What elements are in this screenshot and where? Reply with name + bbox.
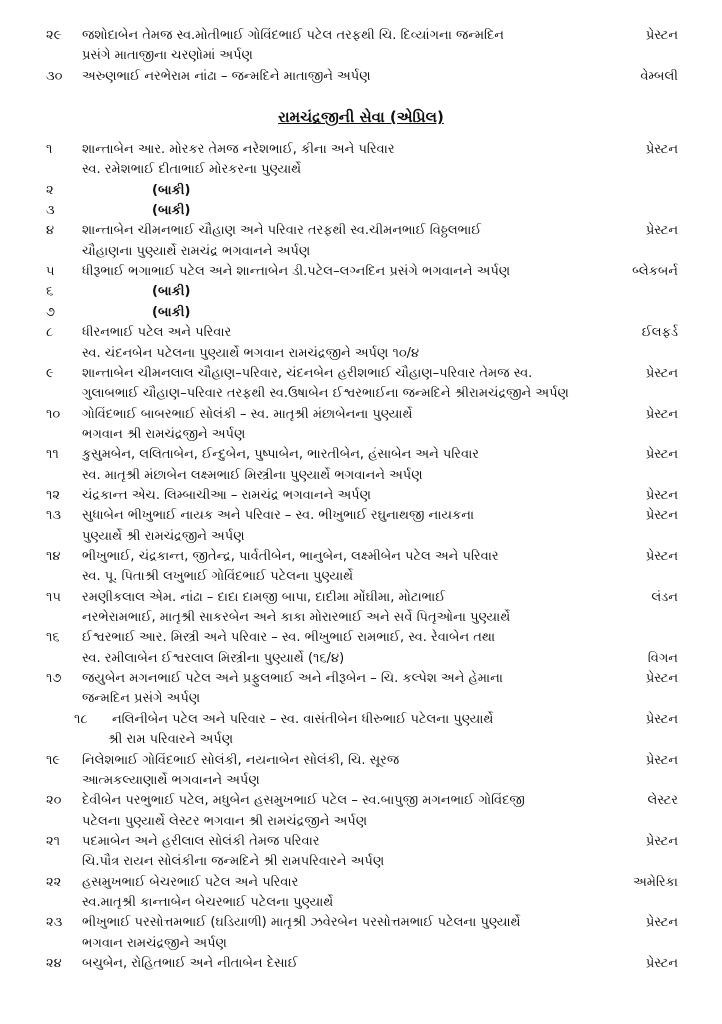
entry-number: ૧૭ [46,671,62,687]
entry-text: ગુલાબભાઈ ચૌહાણ–પરિવાર તરફથી સ્વ.ઉષાબેન ઈશ્વરભાઈના જન્મદિને શ્રીરામચંદ્રજીને અર્પણ [82,386,569,402]
entry-row [0,771,722,791]
entry-row [0,445,722,465]
entry-text: નિલેશભાઈ ગોવિંદભાઈ સોલંકી, નયનાબેન સોલંકી, ચિ. સૂરજ [82,752,400,768]
entry-text: ઈશ્વરભાઈ આર. મિસ્ત્રી અને પરિવાર – સ્વ. ભીખુભાઈ રામભાઈ, સ્વ. રેવાબેન તથા [82,630,496,646]
entry-text: ચંદ્રકાન્ત એચ. લિમ્બાચીઆ – રામચંદ્ર ભગવાનને અર્પણ [82,487,371,503]
entry-row [0,26,722,46]
entry-row [0,201,722,221]
entry-text: રમણીકલાલ એમ. નાંઢા – દાદા દામજી બાપા, દાદીમા મોંઘીમા, મોટાભાઈ [82,589,446,605]
entry-number: ૩ [46,203,55,219]
entry-location: પ્રેસ્ટન [645,671,678,687]
entry-location: પ્રેસ્ટન [645,487,678,503]
entry-row [0,181,722,201]
entry-number: ૧૪ [46,549,61,564]
entry-text: સ્વ. માતૃશ્રી મંછાબેન લક્ષ્મભાઈ મિસ્ત્રીના પુણ્યાર્થે ભગવાનને અર્પણ [82,467,423,483]
entry-number: ૧૦ [46,406,61,422]
entry-row [0,934,722,954]
entry-text: (બાકી) [152,304,191,320]
entry-row [0,791,722,811]
entry-text: હસમુખભાઈ બેચરભાઈ પટેલ અને પરિવાર [82,874,299,890]
entry-text: દેવીબેન પરભુભાઈ પટેલ, મધુબેન હસમુખભાઈ પટેલ – સ્વ.બાપુજી મગનભાઈ ગોવિંદજી [82,793,525,809]
entry-text: ધીરૂભાઈ ભગાભાઈ પટેલ અને શાન્તાબેન ડી.પટેલ–લગ્નદિન પ્રસંગે ભગવાનને અર્પણ [82,264,511,280]
entry-location: પ્રેસ્ટન [645,508,678,524]
entry-row [0,262,722,282]
entry-row [0,669,722,689]
entry-number: ૮ [46,325,54,341]
entry-text: બચુબેન, રોહિતભાઈ અને નીતાબેન દેસાઈ [82,956,298,971]
entry-text: ચિ.પૌત્ર રાયન સોલંકીના જન્મદિને શ્રી રામપરિવારને અર્પણ [82,854,385,870]
entry-number: ૧૮ [74,711,88,727]
entry-row [0,221,722,241]
entry-row [0,873,722,893]
entry-row [0,567,722,587]
entry-location: પ્રેસ્ટન [645,223,678,239]
entry-row [0,242,722,262]
entry-text: (બાકી) [152,182,191,198]
entry-location: બ્લેકબર્ન [632,264,678,280]
entry-text: શાન્તાબેન ચીમનભાઈ ચૌહાણ અને પરિવાર તરફથી સ્વ.ચીમનભાઈ વિઠ્ઠલભાઈ [82,223,482,239]
entry-location: પ્રેસ્ટન [645,549,678,564]
entry-row [0,323,722,343]
entry-row [0,893,722,913]
entry-number: ૨ [46,182,54,198]
entry-text: ભગવાન રામચંદ્રજીને અર્પણ [82,935,227,951]
entry-row [0,852,722,872]
entry-text: ધીરનભાઈ પટેલ અને પરિવાર [82,325,232,341]
entry-row [0,425,722,445]
entry-row [0,689,722,709]
entry-text: કુસુમબેન, લલિતાબેન, ઈન્દુબેન, પુષ્પાબેન, ભારતીબેન, હંસાબેન અને પરિવાર [82,447,480,463]
entry-text: જયુબેન મગનભાઈ પટેલ અને પ્રફુલભાઈ અને નીરૂબેન – ચિ. કલ્પેશ અને હેમાના [82,671,503,687]
entry-row [0,384,722,404]
entry-row [0,344,722,364]
entry-text: પટેલના પુણ્યાર્થે લેસ્ટર ભગવાન શ્રી રામચંદ્રજીને અર્પણ [82,813,368,829]
entry-number: ૧૯ [46,752,61,768]
entry-row [0,46,722,66]
entry-row [0,303,722,323]
entry-row [0,160,722,180]
entry-number: ૧૫ [46,589,61,605]
entry-location: વેમ્બલી [640,68,678,84]
entry-number: ૨૯ [46,28,62,43]
entry-location: પ્રેસ્ટન [645,365,678,381]
entry-location: પ્રેસ્ટન [645,142,678,157]
entry-row [0,608,722,628]
entry-location: ઈલફર્ડ [641,325,678,341]
entry-text: (બાકી) [152,203,191,219]
entry-text: ચૌહાણના પુણ્યાર્થે રામચંદ્ર ભગવાનને અર્પણ [82,243,311,259]
entry-number: ૩૦ [46,68,63,84]
entry-location: પ્રેસ્ટન [645,956,678,971]
entry-location: પ્રેસ્ટન [645,447,678,463]
entry-location: પ્રેસ્ટન [645,406,678,422]
entry-number: ૧૧ [46,447,59,463]
entry-text: અરુણભાઈ નરભેરામ નાંઢા – જન્મદિને માતાજીને અર્પણ [82,68,371,84]
entry-row [0,67,722,87]
entry-text: શ્રી રામ પરિવારને અર્પણ [108,732,234,748]
entry-row [0,364,722,384]
entry-text: જશોદાબેન તેમજ સ્વ.મોતીભાઈ ગોવિંદભાઈ પટેલ તરફથી ચિ. દિવ્યાંગના જન્મદિન [82,28,504,43]
entry-location: લંડન [651,589,678,605]
entry-text: નરભેરામભાઈ, માતૃશ્રી સાકરબેન અને કાકા મોરારભાઈ અને સર્વે પિતૃઓના પુણ્યાર્થે [82,610,511,626]
entry-location: વિગન [647,650,678,666]
entry-text: સ્વ. રમેશભાઈ દીતાભાઈ મોરકરના પુણ્યાર્થે [82,162,302,178]
entry-location: લેસ્ટર [647,793,678,809]
entry-row [0,730,722,750]
entry-row [0,913,722,933]
entry-text: જન્મદિન પ્રસંગે અર્પણ [82,691,201,707]
entry-location: અમેરિકા [633,874,678,890]
entry-text: શાન્તાબેન ચીમનલાલ ચૌહાણ–પરિવાર, ચંદનબેન હરીશભાઈ ચૌહાણ–પરિવાર તેમજ સ્વ. [82,365,533,381]
entry-row [0,506,722,526]
entry-row [0,954,722,974]
entry-text: સુધાબેન ભીખુભાઈ નાયક અને પરિવાર – સ્વ. ભીખુભાઈ રઘુનાથજી નાયકના [82,508,475,524]
entry-location: પ્રેસ્ટન [645,833,678,849]
entry-number: ૯ [46,365,54,381]
entry-number: ૨૪ [46,956,62,971]
entry-row [0,282,722,302]
entry-row [0,547,722,567]
entry-text: પ્રસંગે માતાજીના ચરણોમાં અર્પણ [82,48,253,64]
entry-number: ૨૨ [46,874,62,890]
entry-text: ગોવિંદભાઈ બાબરભાઈ સોલંકી – સ્વ. માતૃશ્રી મંછાબેનના પુણ્યાર્થે [82,406,413,422]
entry-row [0,710,722,730]
entry-text: સ્વ. રમીલાબેન ઈશ્વરલાલ મિસ્ત્રીના પુણ્યાર્થે (૧૬/૪) [82,650,345,666]
entry-row [0,812,722,832]
entry-row [0,751,722,771]
entry-text: સ્વ.માતૃશ્રી કાન્તાબેન બેચરભાઈ પટેલના પુણ્યાર્થે [82,894,334,910]
entry-row [0,649,722,669]
entry-text: (બાકી) [152,284,191,300]
entry-location: પ્રેસ્ટન [645,28,678,43]
entry-row [0,588,722,608]
entry-row [0,466,722,486]
entry-row [0,527,722,547]
entry-number: ૧૩ [46,508,62,524]
section-title: રામચંદ્રજીની સેવા (એપ્રિલ) [278,108,444,126]
entry-text: આત્મકલ્યાણાર્થે ભગવાનને અર્પણ [82,772,260,788]
entry-location: પ્રેસ્ટન [645,711,678,727]
entry-text: નલિનીબેન પટેલ અને પરિવાર – સ્વ. વાસંતીબેન ધીરુભાઈ પટેલના પુણ્યાર્થે [112,711,494,727]
entry-text: ભીખુભાઈ પરસોત્તમભાઈ (ઘડિયાળી) માતૃશ્રી ઝવેરબેન પરસોત્તમભાઈ પટેલના પુણ્યાર્થે [82,915,521,931]
entry-number: ૨૦ [46,793,62,809]
entry-text: સ્વ. ચંદનબેન પટેલના પુણ્યાર્થે ભગવાન રામચંદ્રજીને અર્પણ ૧૦/૪ [82,345,420,361]
entry-number: ૧૨ [46,487,61,503]
entry-number: ૨૩ [46,915,63,931]
entry-number: ૧૬ [46,630,60,646]
entry-number: ૭ [46,304,56,320]
entry-number: ૪ [46,223,55,239]
entry-location: પ્રેસ્ટન [645,752,678,768]
entry-number: ૧ [46,142,53,157]
entry-text: પદમાબેન અને હરીલાલ સોલંકી તેમજ પરિવાર [82,833,320,849]
entry-text: ભગવાન શ્રી રામચંદ્રજીને અર્પણ [82,426,246,442]
entry-row [0,486,722,506]
entry-text: પુણ્યાર્થે શ્રી રામચંદ્રજીને અર્પણ [82,528,245,544]
entry-number: ૫ [46,264,55,280]
entry-text: ભીખુભાઈ, ચંદ્રકાન્ત, જીતેન્દ્ર, પાર્વતીબેન, ભાનુબેન, લક્ષ્મીબેન પટેલ અને પરિવાર [82,549,499,564]
entry-number: ૬ [46,284,54,300]
entry-location: પ્રેસ્ટન [645,915,678,931]
entry-row [0,405,722,425]
entry-row [0,140,722,160]
entry-text: શાન્તાબેન આર. મોરકર તેમજ નરેશભાઈ, કીના અને પરિવાર [82,142,395,157]
entry-number: ૨૧ [46,833,61,849]
entry-row [0,628,722,648]
entry-row [0,832,722,852]
entry-text: સ્વ. પૂ. પિતાશ્રી લખુભાઈ ગોવિંદભાઈ પટેલના પુણ્યાર્થે [82,569,354,585]
